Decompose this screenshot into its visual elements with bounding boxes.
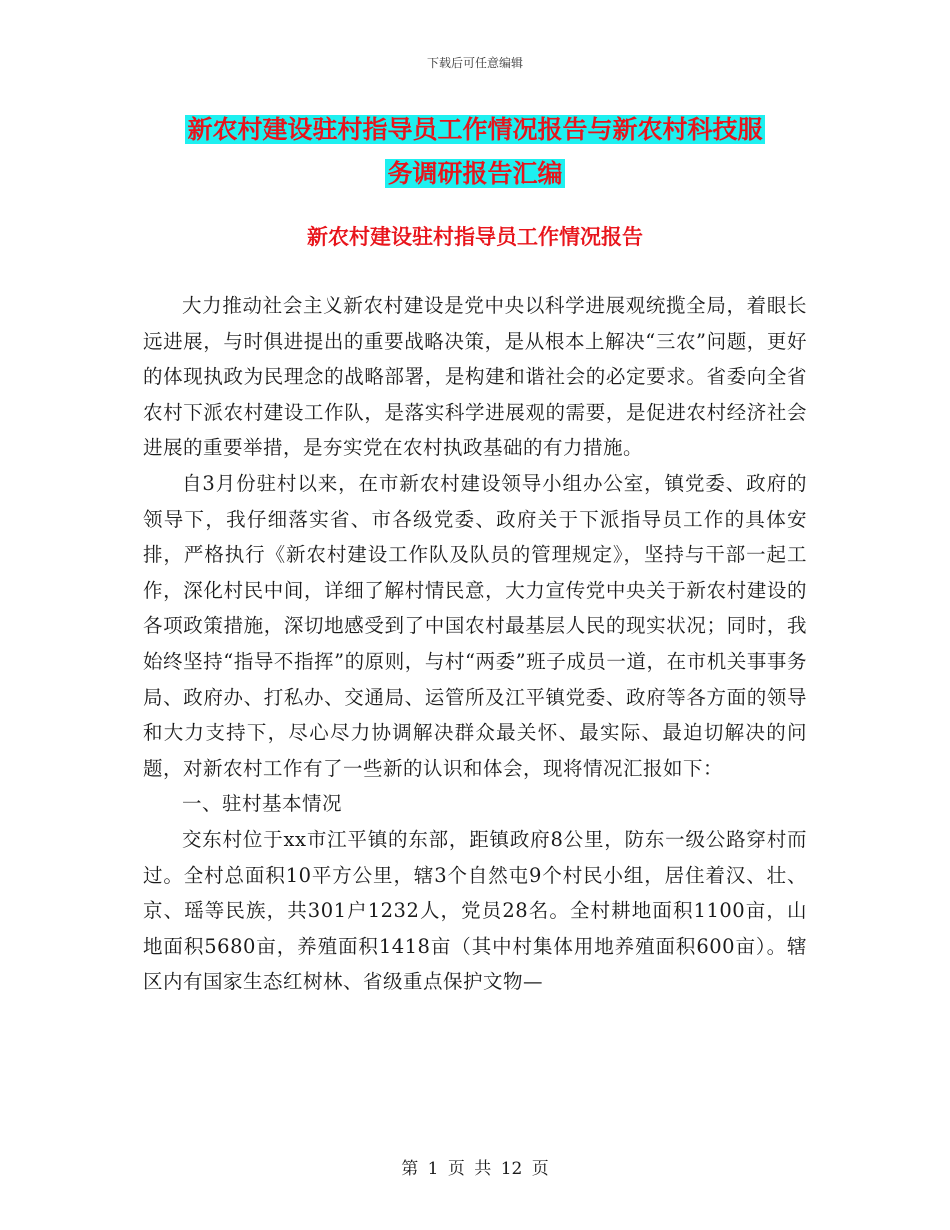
document-title-text-2: 务调研报告汇编 [387, 159, 563, 188]
header-note: 下载后可任意编辑 [426, 56, 523, 70]
section-title: 新农村建设驻村指导员工作情况报告 [307, 225, 643, 249]
paragraph: 大力推动社会主义新农村建设是党中央以科学进展观统揽全局，着眼长远进展，与时俱进提出的重要战略决策，是从根本上解决“三农”问题，更好的体现执政为民理念的战略部署，是构建和谐社会的必定要求。省委向全省农村下派农村建设工作队，是落实科学进展观的需要，是促进农村经济社会进展的重要举措，是夯实党在农村执政基础的有力措施。 [143, 294, 807, 460]
document-title-line-2 [0, 155, 950, 193]
page-footer: 第 1 页 共 12 页 [401, 1159, 549, 1179]
document-body [143, 288, 807, 1000]
paragraph: 自3月份驻村以来，在市新农村建设领导小组办公室，镇党委、政府的领导下，我仔细落实省、市各级党委、政府关于下派指导员工作的具体安排，严格执行《新农村建设工作队及队员的管理规定》，坚持与干部一起工作，深化村民中间，详细了解村情民意，大力宣传党中央关于新农村建设的各项政策措施，深切地感受到了中国农村最基层人民的现实状况；同时，我始终坚持“指导不指挥”的原则，与村“两委”班子成员一道，在市机关事事务局、政府办、打私办、交通局、运管所及江平镇党委、政府等各方面的领导和大力支持下，尽心尽力协调解决群众最关怀、最实际、最迫切解决的问题，对新农村工作有了一些新的认识和体会，现将情况汇报如下： [143, 471, 807, 780]
section-heading: 一、驻村基本情况 [182, 792, 343, 816]
paragraph: 交东村位于xx市江平镇的东部，距镇政府8公里，防东一级公路穿村而过。全村总面积10平方公里，辖3个自然屯9个村民小组，居住着汉、壮、京、瑶等民族，共301户1232人，党员28名。全村耕地面积1100亩，山地面积5680亩，养殖面积1418亩（其中村集体用地养殖面积600亩）。辖区内有国家生态红树林、省级重点保护文物— [143, 827, 807, 994]
document-title-text-1: 新农村建设驻村指导员工作情况报告与新农村科技服 [187, 115, 763, 144]
document-title-line-1 [0, 111, 950, 149]
